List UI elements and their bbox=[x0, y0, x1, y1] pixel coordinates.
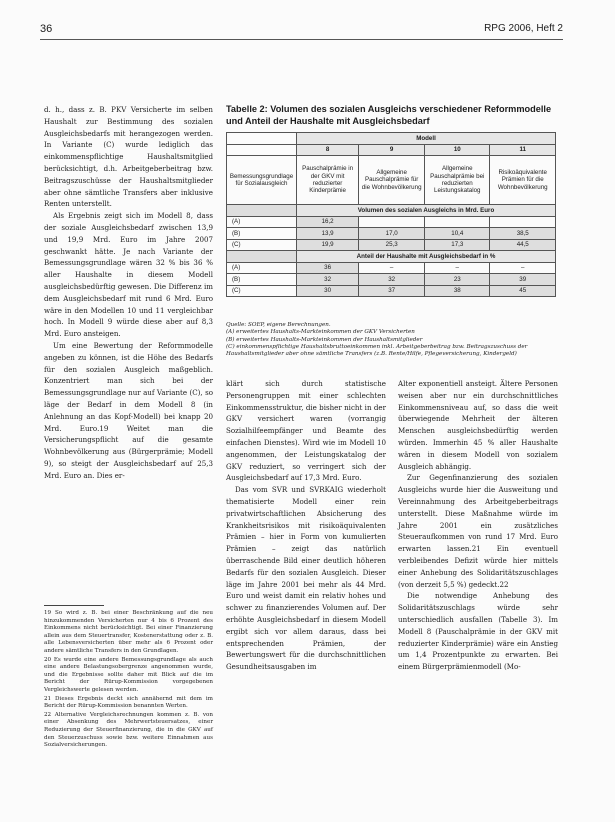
footnotes bbox=[44, 596, 213, 751]
table-corner bbox=[227, 205, 297, 217]
footnote: 22 Alternative Vergleichsrechnungen kommen z. B. von einer Absenkung des Mehrwertsteuersatzes, einer Reduzierung der Steuerfinanzierung, die in die GKV auf den Steuerzuschuss sowie bzw. weitere Einnahmen aus Sozialversicherungen. bbox=[44, 711, 213, 749]
paragraph: Alter exponentiell ansteigt. Ältere Personen weisen aber nur ein durchschnittliches Einkommensniveau auf, so dass die weit überwiegende Mehrheit der älteren Menschen ausgleichsbedürftig werden würden. Immerhin 45 % aller Haushalte wären in diesem Modell von sozialem Ausgleich abhängig. bbox=[398, 379, 558, 471]
table-source bbox=[226, 322, 556, 358]
model-description: Allgemeine Pauschalprämie bei reduzierten Leistungskatalog bbox=[425, 156, 490, 205]
table-cell bbox=[490, 216, 556, 228]
footnote: 21 Dieses Ergebnis deckt sich annähernd mit dem im Bericht der Rürup-Kommission benannten Werten. bbox=[44, 695, 213, 710]
right-column bbox=[398, 378, 558, 673]
table-cell: – bbox=[359, 262, 425, 274]
table-row bbox=[227, 216, 556, 228]
row-label: (C) bbox=[227, 239, 297, 251]
paragraph: Die notwendige Anhebung des Solidaritätszuschlags würde sehr unterschiedlich ausfallen (Tabelle 3). Im Modell 8 (Pauschalprämie in der GKV mit reduzierter Kinderprämie) wäre ein Anstieg um 1,4 Prozentpunkte zu erwarten. Bei einem Bürgerprämienmodell (Mo- bbox=[398, 591, 558, 672]
table-cell: 37 bbox=[359, 285, 425, 297]
row-label: (B) bbox=[227, 228, 297, 240]
row-label: (A) bbox=[227, 216, 297, 228]
source-line: (B) erweitertes Haushalts-Markteinkommen der Haushaltsmitglieder bbox=[226, 336, 423, 343]
page-number: 36 bbox=[40, 23, 53, 35]
table-cell: 25,3 bbox=[359, 239, 425, 251]
model-description: Pauschalprämie in der GKV mit reduzierter Kinderprämie bbox=[297, 156, 359, 205]
table-cell: 38,5 bbox=[490, 228, 556, 240]
paragraph: Als Ergebnis zeigt sich im Modell 8, dass der soziale Ausgleichsbedarf zwischen 13,9 und 19,9 Mrd. Euro im Jahre 2007 geschwankt hätte. Je nach Variante der Bemessungsgrundlage wären 32 % bis 36 % aller Haushalte in diesem Modell ausgleichsbedürftig gewesen. Die Differenz im dem Ausgleichsbedarf mit rund 6 Mrd. Euro wäre in den Modellen 10 und 11 vergleichbar hoch. In Modell 9 würde diese aber auf 8,3 Mrd. Euro ansteigen. bbox=[44, 211, 213, 339]
table-row bbox=[227, 262, 556, 274]
table-cell: 36 bbox=[297, 262, 359, 274]
table-cell: 30 bbox=[297, 285, 359, 297]
source-line: Quelle: SOEP, eigene Berechnungen. bbox=[226, 322, 331, 328]
table-cell: 10,4 bbox=[425, 228, 490, 240]
table-row bbox=[227, 239, 556, 251]
table-cell: 17,0 bbox=[359, 228, 425, 240]
table-row bbox=[227, 274, 556, 286]
model-number: 9 bbox=[359, 144, 425, 156]
footnote: 19 So wird z. B. bei einer Beschränkung auf die neu hinzukommenden Versicherten nur 4 bis 6 Prozent des Einkommens nicht berücksichtigt. Bei einer Finanzierung allein aus dem Steuertransfer, Kostenerstattung oder z. B. alle Lebensversicherten über mehr als 6 Prozent oder andere sämtliche Transfers in den Grundlagen. bbox=[44, 610, 213, 654]
paragraph: Das vom SVR und SVRKAIG wiederholt thematisierte Modell einer rein privatwirtschaftlichen Absicherung des Krankheitsrisikos mit risikoäquivalenten Prämien – hier in Form von kumulierten Prämien – zeigt das natürlich überraschende Bild einer deutlich höheren Bedarfs für den sozialen Ausgleich. Dieser läge im Jahre 2001 bei mehr als 44 Mrd. Euro und weist damit ein relativ hohes und schwer zu finanzierendes Volumen auf. Der erhöhte Ausgleichsbedarf in diesem Modell ergibt sich vor allem daraus, dass bei entsprechenden Prämien, der Bewertungswert für die durchschnittlichen Gesundheitsausgaben im bbox=[226, 485, 386, 672]
table-corner bbox=[227, 251, 297, 263]
model-number: 10 bbox=[425, 144, 490, 156]
row-label: (C) bbox=[227, 285, 297, 297]
table-row bbox=[227, 228, 556, 240]
source-line: (C) einkommenspflichtige Haushaltsbruttoeinkommen inkl. Arbeitgeberbeitrag bzw. Beitragszuschuss der Haushaltsmitglieder aber ohne sämtliche Transfers (z.B. Rente/Hilfe, Pflegeversicherung, Kindergeld) bbox=[226, 343, 528, 358]
table-cell: 45 bbox=[490, 285, 556, 297]
table-cell: 39 bbox=[490, 274, 556, 286]
table-cell: 19,9 bbox=[297, 239, 359, 251]
paragraph: d. h., dass z. B. PKV Versicherte im selben Haushalt zur Bestimmung des sozialen Ausgleichsbedarfs mit herangezogen werden. In Variante (C) wurde lediglich das einkommenspflichtige Haushaltsmitglied berücksichtigt, d.h. Arbeitgeberbeitrag bzw. Beitragszuschüsse der Haushaltsmitglieder aber ohne sämtliche Transfers aber inklusive Renten unterstellt. bbox=[44, 105, 213, 209]
model-number: 8 bbox=[297, 144, 359, 156]
table-cell: 44,5 bbox=[490, 239, 556, 251]
footnote: 20 Es wurde eine andere Bemessungsgrundlage als auch eine andere Belastungsobergrenze angenommen wurde, und die Ergebnisse sollte daher mit Blick auf die im Bericht der Rürup-Kommission vorgegebenen Vergleichswerte gelesen werden. bbox=[44, 656, 213, 693]
model-description: Allgemeine Pauschalprämie für die Wohnbevölkerung bbox=[359, 156, 425, 205]
table-corner bbox=[227, 144, 297, 156]
section-header: Anteil der Haushalte mit Ausgleichsbedarf in % bbox=[297, 251, 556, 263]
table-cell: – bbox=[425, 262, 490, 274]
table-cell: 17,3 bbox=[425, 239, 490, 251]
data-table bbox=[226, 132, 556, 297]
table-cell: 32 bbox=[297, 274, 359, 286]
table-cell bbox=[359, 216, 425, 228]
row-label: (A) bbox=[227, 262, 297, 274]
model-description: Risikoäquivalente Prämien für die Wohnbevölkerung bbox=[490, 156, 556, 205]
left-column bbox=[44, 104, 213, 482]
table-cell: 38 bbox=[425, 285, 490, 297]
model-header: Modell bbox=[297, 133, 556, 145]
table-cell: 23 bbox=[425, 274, 490, 286]
section-header: Volumen des sozialen Ausgleichs in Mrd. Euro bbox=[297, 205, 556, 217]
footnote-rule bbox=[44, 605, 104, 606]
table-cell: 32 bbox=[359, 274, 425, 286]
base-label: Bemessungsgrundlage für Sozialausgleich bbox=[227, 156, 297, 205]
table-corner bbox=[227, 133, 297, 145]
middle-column bbox=[226, 378, 386, 673]
running-header: RPG 2006, Heft 2 bbox=[484, 23, 563, 34]
paragraph: klärt sich durch statistische Personengruppen mit einer schlechten Einkommensstruktur, die bisher nicht in der GKV versichert waren (vorrangig Sozialhilfeempfänger und Beamte des einfachen Dienstes). Wird wie im Modell 10 angenommen, der Leistungskatalog der GKV reduziert, so verringert sich der Ausgleichsbedarf auf 17,3 Mrd. Euro. bbox=[226, 379, 386, 483]
table-row bbox=[227, 285, 556, 297]
table-cell: 13,9 bbox=[297, 228, 359, 240]
source-line: (A) erweitertes Haushalts-Markteinkommen der GKV Versicherten bbox=[226, 329, 415, 336]
table-cell: 16,2 bbox=[297, 216, 359, 228]
paragraph: Um eine Bewertung der Reformmodelle angeben zu können, ist die Höhe des Bedarfs für den sozialen Ausgleich maßgeblich. Konzentriert man sich bei der Bemessungsgrundlage nur auf Variante (C), so läge der Bedarf in dem Modell 8 (in Anlehnung an das Kopf-Modell) bei knapp 20 Mrd. Euro.19 Weitet man die Versicherungspflicht auf die gesamte Wohnbevölkerung aus (Bürgerprämie; Modell 9), so steigt der Ausgleichsbedarf auf 25,3 Mrd. Euro an. Dies er- bbox=[44, 340, 213, 480]
header-rule bbox=[40, 39, 563, 40]
paragraph: Zur Gegenfinanzierung des sozialen Ausgleichs wurde hier die Ausweitung und Vereinnahmung des Arbeitgeberbeitrags unterstellt. Diese Maßnahme würde im Jahre 2001 ein zusätzliches Steueraufkommen von rund 17 Mrd. Euro erwarten lassen.21 Ein eventuell verbleibendes Defizit würde hier mittels einer Anhebung des Solidaritätszuschlages (von derzeit 5,5 %) gedeckt.22 bbox=[398, 473, 558, 589]
model-number: 11 bbox=[490, 144, 556, 156]
table-cell bbox=[425, 216, 490, 228]
row-label: (B) bbox=[227, 274, 297, 286]
table-cell: – bbox=[490, 262, 556, 274]
table-title: Tabelle 2: Volumen des sozialen Ausgleichs verschiedener Reformmodelle und Anteil der Haushalte mit Ausgleichsbedarf bbox=[226, 104, 552, 126]
